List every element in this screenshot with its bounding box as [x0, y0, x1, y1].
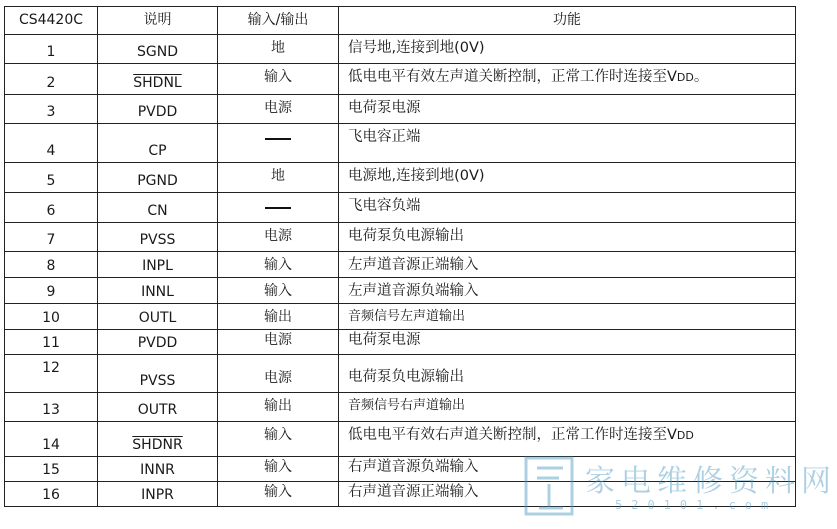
pin-number: 5: [5, 163, 98, 193]
pin-name: INNR: [98, 457, 218, 482]
pin-io: 输入: [218, 252, 339, 278]
pin-number: 12: [5, 355, 98, 393]
pin-name: PVDD: [98, 330, 218, 355]
pin-io: 输入: [218, 278, 339, 304]
pin-number: 1: [5, 35, 98, 64]
pin-name: INNL: [98, 278, 218, 304]
table-row: [5, 330, 796, 355]
header-function: 功能: [339, 7, 796, 35]
pin-name: INPR: [98, 482, 218, 507]
pin-io: 输入: [218, 482, 339, 507]
table-row: [5, 457, 796, 482]
pin-name: PVSS: [98, 223, 218, 252]
pin-name: SHDNR: [132, 436, 183, 453]
pin-name: OUTL: [98, 304, 218, 330]
dash-icon: [265, 207, 291, 209]
pin-function-table: [4, 6, 796, 507]
pin-name: SGND: [98, 35, 218, 64]
pin-number: 2: [5, 64, 98, 95]
pin-number: 16: [5, 482, 98, 507]
pin-name: PVSS: [98, 355, 218, 393]
pin-function: 电荷泵电源: [339, 95, 796, 124]
pin-function: 低电电平有效左声道关断控制，正常工作时连接至V: [348, 69, 677, 85]
table-row: [5, 193, 796, 223]
pin-function-tail: 。: [693, 69, 709, 85]
pin-function: 左声道音源正端输入: [339, 252, 796, 278]
pin-number: 4: [5, 124, 98, 163]
pin-name: CN: [98, 193, 218, 223]
pin-function: 电源地,连接到地(0V): [339, 163, 796, 193]
pin-function: 飞电容负端: [339, 193, 796, 223]
pin-io: 输入: [218, 457, 339, 482]
pin-name: PVDD: [98, 95, 218, 124]
table-row: [5, 482, 796, 507]
pin-number: 3: [5, 95, 98, 124]
header-io: 输入/输出: [218, 7, 339, 35]
table-row: [5, 252, 796, 278]
pin-number: 10: [5, 304, 98, 330]
table-row: [5, 393, 796, 422]
pin-function: 低电电平有效右声道关断控制，正常工作时连接至V: [348, 427, 677, 443]
table-row: [5, 35, 796, 64]
pin-io: 电源: [218, 223, 339, 252]
table-row: [5, 124, 796, 163]
pin-io: 输出: [218, 393, 339, 422]
pin-number: 11: [5, 330, 98, 355]
pin-number: 7: [5, 223, 98, 252]
header-row: [5, 7, 796, 35]
pin-number: 8: [5, 252, 98, 278]
pin-function: 音频信号左声道输出: [339, 304, 796, 330]
pin-function: 电荷泵电源: [339, 330, 796, 355]
watermark-text: 家电维修资料网: [585, 464, 837, 499]
table-row: [5, 422, 796, 457]
pin-io: 电源: [218, 330, 339, 355]
pin-io: 电源: [218, 355, 339, 393]
pin-function-subscript: DD: [676, 429, 694, 442]
pin-io: 地: [218, 35, 339, 64]
pin-function: 电荷泵负电源输出: [339, 223, 796, 252]
pin-function-subscript: DD: [676, 71, 694, 84]
pin-number: 15: [5, 457, 98, 482]
pin-function: 音频信号右声道输出: [339, 393, 796, 422]
pin-function: 飞电容正端: [339, 124, 796, 163]
table-row: [5, 95, 796, 124]
pin-number: 9: [5, 278, 98, 304]
pin-function: 信号地,连接到地(0V): [339, 35, 796, 64]
pin-io: 输入: [218, 422, 339, 457]
pin-function: 左声道音源负端输入: [339, 278, 796, 304]
pin-function: 右声道音源负端输入: [339, 457, 796, 482]
pin-name: OUTR: [98, 393, 218, 422]
table-row: [5, 304, 796, 330]
table-row: [5, 278, 796, 304]
pin-io: 地: [218, 163, 339, 193]
pin-name: CP: [98, 124, 218, 163]
table-row: [5, 64, 796, 95]
pin-number: 14: [5, 422, 98, 457]
pin-function: 电荷泵负电源输出: [339, 355, 796, 393]
pin-io: 输入: [218, 64, 339, 95]
watermark-url: 520101.com: [615, 498, 778, 512]
pin-name: INPL: [98, 252, 218, 278]
pin-io: 输出: [218, 304, 339, 330]
table-row: [5, 223, 796, 252]
header-pin: CS4420C: [5, 7, 98, 35]
table-row: [5, 163, 796, 193]
table-row: [5, 355, 796, 393]
pin-name: PGND: [98, 163, 218, 193]
dash-icon: [265, 138, 291, 140]
header-description: 说明: [98, 7, 218, 35]
pin-function: 右声道音源正端输入: [339, 482, 796, 507]
pin-name: SHDNL: [133, 74, 182, 91]
pin-number: 6: [5, 193, 98, 223]
pin-number: 13: [5, 393, 98, 422]
pin-io: 电源: [218, 95, 339, 124]
